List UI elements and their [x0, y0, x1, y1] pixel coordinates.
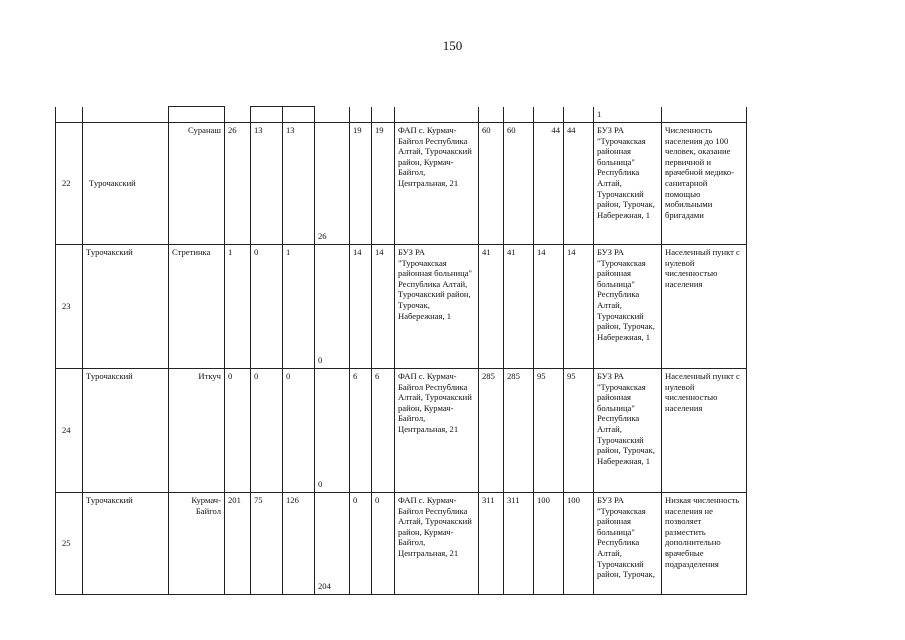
- cell: [251, 107, 283, 123]
- cell: [395, 107, 479, 123]
- value-cell: 1: [283, 245, 315, 369]
- facility-cell: ФАП с. Курмач-Байгол Республика Алтай, Турочакский район, Курмач-Байгол, Центральная, 21: [395, 493, 479, 595]
- value-cell: 0: [283, 369, 315, 493]
- cell: [350, 107, 372, 123]
- value-cell: 60: [479, 123, 504, 245]
- value-cell: 0: [315, 245, 350, 369]
- settlement-cell: Иткуч: [169, 369, 225, 493]
- value-cell: 126: [283, 493, 315, 595]
- value-cell: 1: [225, 245, 251, 369]
- value-cell: 95: [564, 369, 594, 493]
- org-cell: БУЗ РА "Турочакская районная больница" Республика Алтай, Турочакский район, Турочак, Набережная, 1: [594, 245, 662, 369]
- cell: [372, 107, 395, 123]
- value-cell: 44: [564, 123, 594, 245]
- data-table: [55, 106, 747, 595]
- value-cell: 0: [372, 493, 395, 595]
- value-cell: 26: [225, 123, 251, 245]
- value-cell: 14: [534, 245, 564, 369]
- note-cell: Численность населения до 100 человек, оказание первичной и врачебной медико-санитарной помощью мобильными бригадами: [662, 123, 747, 245]
- value-cell: 0: [251, 245, 283, 369]
- cell: [479, 107, 504, 123]
- cell: [83, 107, 169, 123]
- cell: [315, 107, 350, 123]
- value-cell: 13: [283, 123, 315, 245]
- value-cell: 95: [534, 369, 564, 493]
- facility-cell: ФАП с. Курмач-Байгол Республика Алтай, Турочакский район, Курмач-Байгол, Центральная, 21: [395, 369, 479, 493]
- district-cell: Турочакский: [83, 245, 169, 369]
- value-cell: 285: [479, 369, 504, 493]
- value-cell: 41: [479, 245, 504, 369]
- cell-org-continued: 1: [594, 107, 662, 123]
- table-row: [56, 245, 747, 369]
- value-cell: 204: [315, 493, 350, 595]
- district-cell: Турочакский: [83, 493, 169, 595]
- row-number: 25: [56, 493, 83, 595]
- value-cell: 14: [564, 245, 594, 369]
- settlement-cell: Курмач-Байгол: [169, 493, 225, 595]
- row-number: 24: [56, 369, 83, 493]
- value-cell: 100: [534, 493, 564, 595]
- cell: [225, 107, 251, 123]
- org-cell: БУЗ РА "Турочакская районная больница" Республика Алтай, Турочакский район, Турочак, Набережная, 1: [594, 369, 662, 493]
- value-cell: 6: [372, 369, 395, 493]
- value-cell: 41: [504, 245, 534, 369]
- value-cell: 311: [504, 493, 534, 595]
- value-cell: 14: [350, 245, 372, 369]
- district-cell: Турочакский: [83, 123, 169, 245]
- cell: [56, 107, 83, 123]
- cell: [662, 107, 747, 123]
- value-cell: 26: [315, 123, 350, 245]
- org-cell: БУЗ РА "Турочакская районная больница" Республика Алтай, Турочакский район, Турочак, Набережная, 1: [594, 123, 662, 245]
- value-cell: 13: [251, 123, 283, 245]
- value-cell: 75: [251, 493, 283, 595]
- page-number: 150: [442, 38, 463, 53]
- cell: [169, 107, 225, 123]
- note-cell: Населенный пункт с нулевой численностью населения: [662, 369, 747, 493]
- settlement-cell: Стретинка: [169, 245, 225, 369]
- note-cell: Низкая численность населения не позволяет разместить дополнительно врачебные подразделения: [662, 493, 747, 595]
- cell: [564, 107, 594, 123]
- table-row: [56, 493, 747, 595]
- value-cell: 0: [251, 369, 283, 493]
- cell: [283, 107, 315, 123]
- facility-cell: ФАП с. Курмач-Байгол Республика Алтай, Турочакский район, Курмач-Байгол, Центральная, 21: [395, 123, 479, 245]
- value-cell: 19: [372, 123, 395, 245]
- value-cell: 0: [315, 369, 350, 493]
- value-cell: 201: [225, 493, 251, 595]
- value-cell: 100: [564, 493, 594, 595]
- row-number: 22: [56, 123, 83, 245]
- table-row-continued: [56, 107, 747, 123]
- table-row: [56, 123, 747, 245]
- value-cell: 311: [479, 493, 504, 595]
- value-cell: 60: [504, 123, 534, 245]
- org-cell: БУЗ РА "Турочакская районная больница" Республика Алтай, Турочакский район, Турочак,: [594, 493, 662, 595]
- table-row: [56, 369, 747, 493]
- value-cell: 0: [225, 369, 251, 493]
- value-cell: 19: [350, 123, 372, 245]
- value-cell: 285: [504, 369, 534, 493]
- cell: [534, 107, 564, 123]
- cell: [504, 107, 534, 123]
- value-cell: 14: [372, 245, 395, 369]
- row-number: 23: [56, 245, 83, 369]
- settlement-cell: Суранаш: [169, 123, 225, 245]
- value-cell: 6: [350, 369, 372, 493]
- note-cell: Населенный пункт с нулевой численностью населения: [662, 245, 747, 369]
- value-cell: 44: [534, 123, 564, 245]
- facility-cell: БУЗ РА "Турочакская районная больница" Республика Алтай, Турочакский район, Турочак, Набережная, 1: [395, 245, 479, 369]
- value-cell: 0: [350, 493, 372, 595]
- district-cell: Турочакский: [83, 369, 169, 493]
